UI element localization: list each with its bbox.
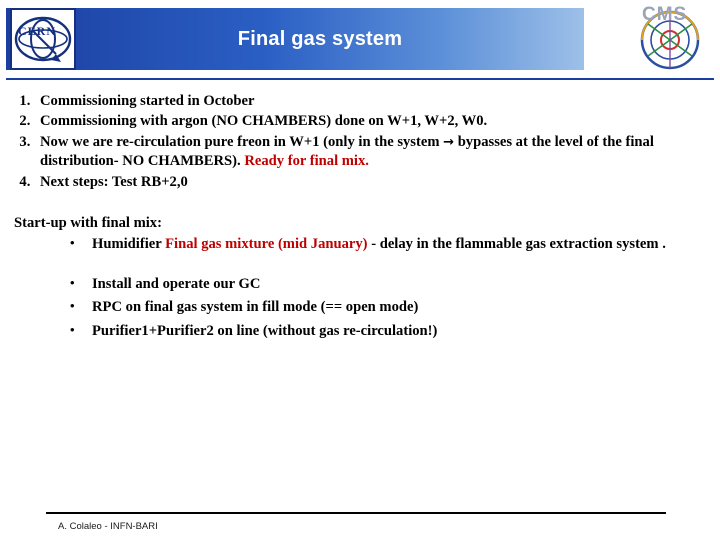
cms-logo-label: CMS	[642, 4, 688, 25]
text-run: Next steps: Test RB+2,0	[40, 173, 188, 190]
text-run: Purifier1+Purifier2 on line (without gas re-circulation!)	[92, 322, 438, 339]
text-run: - delay in the flammable gas extraction system	[367, 236, 659, 253]
list-item	[70, 235, 704, 254]
item-text-1	[40, 93, 254, 109]
header-divider	[6, 78, 714, 80]
cms-logo	[624, 2, 716, 74]
text-run: Final gas mixture (mid January)	[165, 236, 368, 253]
bullet-text-g1-1	[92, 236, 666, 252]
slide-header	[0, 0, 720, 72]
footer-attribution: A. Colaleo - INFN-BARI	[58, 521, 158, 532]
list-item	[70, 275, 704, 294]
bullet-list-next	[0, 275, 720, 341]
list-item	[70, 298, 704, 317]
title-banner	[6, 8, 584, 70]
text-run: Ready for final mix.	[244, 153, 369, 170]
text-run: RPC on final gas system in fill mode (== open mode)	[92, 299, 419, 316]
list-item	[34, 133, 706, 172]
text-run: Now we are re-circulation pure freon in W+1 (only in the system	[40, 133, 444, 150]
list-item	[70, 322, 704, 341]
page-title: Final gas system	[237, 27, 403, 50]
text-run: bypasses at the level of the final distribution- NO CHAMBERS).	[40, 133, 654, 170]
footer-divider	[46, 512, 666, 514]
item-text-3	[40, 134, 654, 169]
bullet-text-g2-2	[92, 299, 418, 315]
text-run: Install and operate our GC	[92, 275, 261, 292]
item-text-2	[40, 113, 487, 129]
list-item	[34, 92, 706, 111]
section-heading: Start-up with final mix:	[14, 215, 162, 232]
text-run: Commissioning with argon (NO CHAMBERS) done on W+1, W+2, W0.	[40, 113, 488, 130]
text-run: Humidifier	[92, 236, 166, 253]
text-run: Commissioning started in October	[40, 93, 255, 109]
cern-logo-icon	[12, 10, 74, 68]
list-item	[34, 112, 706, 131]
cern-logo	[10, 8, 76, 70]
text-run: .	[658, 236, 666, 253]
item-text-4	[40, 174, 188, 190]
numbered-list	[0, 92, 720, 192]
bullet-list-startup	[0, 235, 720, 254]
cern-logo-label: CERN	[18, 24, 57, 38]
slide-body	[0, 92, 720, 345]
list-item	[34, 173, 706, 192]
bullet-text-g2-1	[92, 276, 260, 292]
bullet-text-g2-3	[92, 323, 437, 339]
text-run: →	[443, 134, 455, 150]
